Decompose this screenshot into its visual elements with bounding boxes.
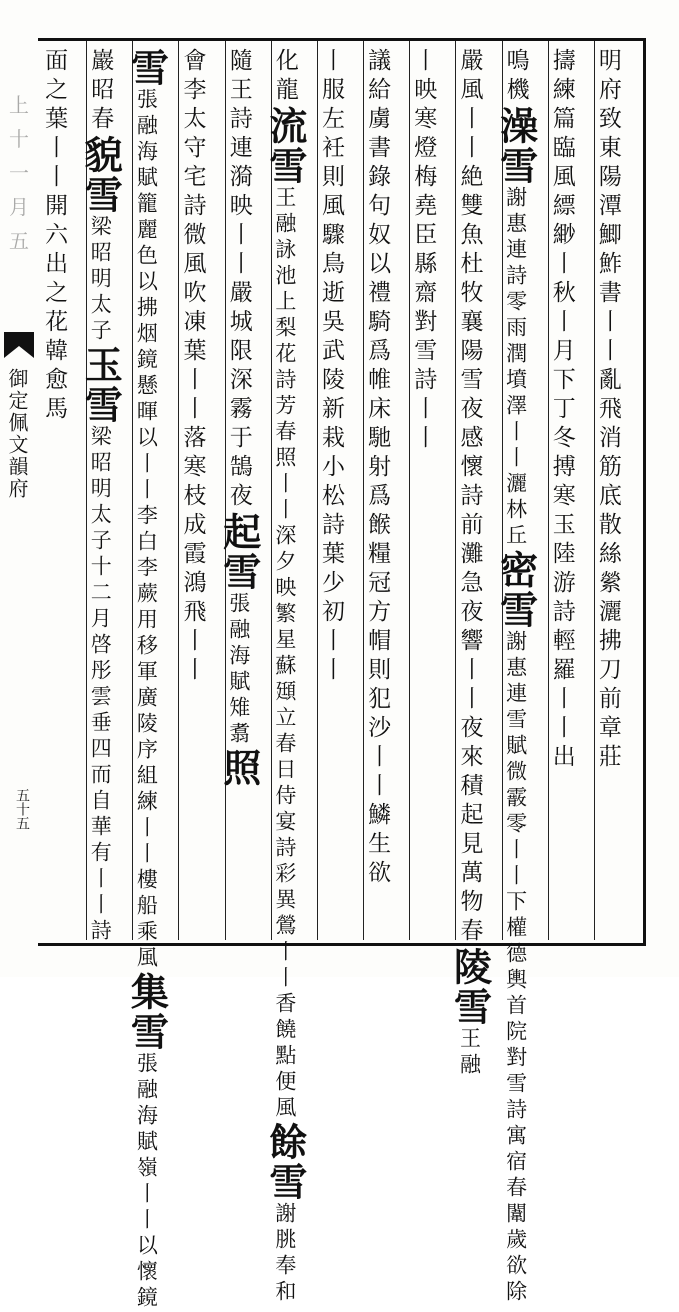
headword: 起雪 xyxy=(216,512,262,592)
citation-note: 梁昭明太子十二月啓彤雲垂四而自華有丨丨詩 xyxy=(88,425,113,945)
headword: 密雪 xyxy=(493,550,539,630)
headword: 貌雪 xyxy=(78,135,124,215)
headword: 陵雪 xyxy=(447,947,493,1027)
text-column xyxy=(124,48,175,1312)
text-column xyxy=(262,48,314,1306)
citation-note: 謝惠連雪賦微霰零丨丨下權德輿首院對雪詩寓宿春闈歲欲除 xyxy=(503,630,528,1306)
text-column xyxy=(216,48,268,928)
text-column xyxy=(366,48,406,928)
column-text: 議給虜書錄句奴以禮騎爲帷床馳射爲餱糧冠方帽則犯沙丨丨鱗生欲 xyxy=(364,48,391,889)
column-text: 會李太守宅詩微風吹凍葉丨丨落寒枝成霞鴻飛丨丨 xyxy=(179,48,206,686)
text-column xyxy=(447,48,498,1079)
text-column xyxy=(320,48,360,928)
text-column xyxy=(594,48,637,928)
headword: 澡雪 xyxy=(493,106,539,186)
text-column xyxy=(43,48,83,928)
column-text: 面之葉丨丨開六出之花韓愈馬 xyxy=(41,48,68,425)
headword: 集雪 xyxy=(124,972,170,1052)
column-text: 明府致東陽潭鯽鮓書丨丨亂飛消筋底散絲縈灑拂刀前章莊 xyxy=(594,48,621,773)
headword: 餘雪 xyxy=(262,1122,308,1202)
column-text: 丨服左衽則風驟鳥逝吳武陵新栽小松詩葉少初丨丨 xyxy=(318,48,344,686)
citation-note: 謝惠連詩零雨潤墳澤丨丨灑林丘 xyxy=(503,186,528,550)
text-column xyxy=(493,48,545,1306)
page-number: 五十五 xyxy=(14,788,30,830)
book-title: 御定佩文韻府 xyxy=(5,368,29,500)
citation-note: 謝朓奉和 xyxy=(272,1202,297,1306)
margin-faint-glyphs: 上十一月五 xyxy=(9,93,29,253)
column-text: 擣練篇臨風縹緲丨秋丨月下丁冬搏寒玉陸游詩輕羅丨丨出 xyxy=(548,48,575,773)
column-text: 巖昭春 xyxy=(87,48,114,135)
citation-note: 王融 xyxy=(457,1027,482,1079)
text-column xyxy=(179,48,222,928)
citation-note: 張融海賦嶺丨丨以懷鏡 xyxy=(134,1052,159,1312)
headword: 流雪 xyxy=(262,106,308,186)
column-text: 化龍 xyxy=(271,48,298,106)
column-text: 隨王詩連漪映丨丨嚴城限深霧于鵠夜 xyxy=(225,48,252,512)
text-column xyxy=(548,48,591,928)
column-text: 嚴風丨丨絶雙魚杜牧襄陽雪夜感懷詩前灘急夜響丨丨夜來積起見萬物春 xyxy=(456,48,483,947)
text-column xyxy=(78,48,129,945)
column-text: 鳴機 xyxy=(502,48,529,106)
headword: 雪 xyxy=(124,48,170,88)
citation-note: 王融詠池上梨花詩芳春照丨丨深夕映繁星蘇頲立春日侍宴詩彩異鶯丨丨香饒點便風 xyxy=(272,186,297,1122)
citation-note: 張融海賦雉翥 xyxy=(226,592,251,748)
column-text: 丨映寒燈梅堯臣縣齋對雪詩丨丨 xyxy=(410,48,437,454)
headword: 照 xyxy=(216,748,262,788)
citation-note: 張融海賦籠麗色以拂烟鏡懸暉以丨丨李白李蕨用移軍廣陵序組練丨丨樓船乘風 xyxy=(134,88,159,972)
citation-note: 梁昭明太子 xyxy=(88,215,113,345)
headword: 玉雪 xyxy=(78,345,124,425)
text-column xyxy=(412,48,452,928)
